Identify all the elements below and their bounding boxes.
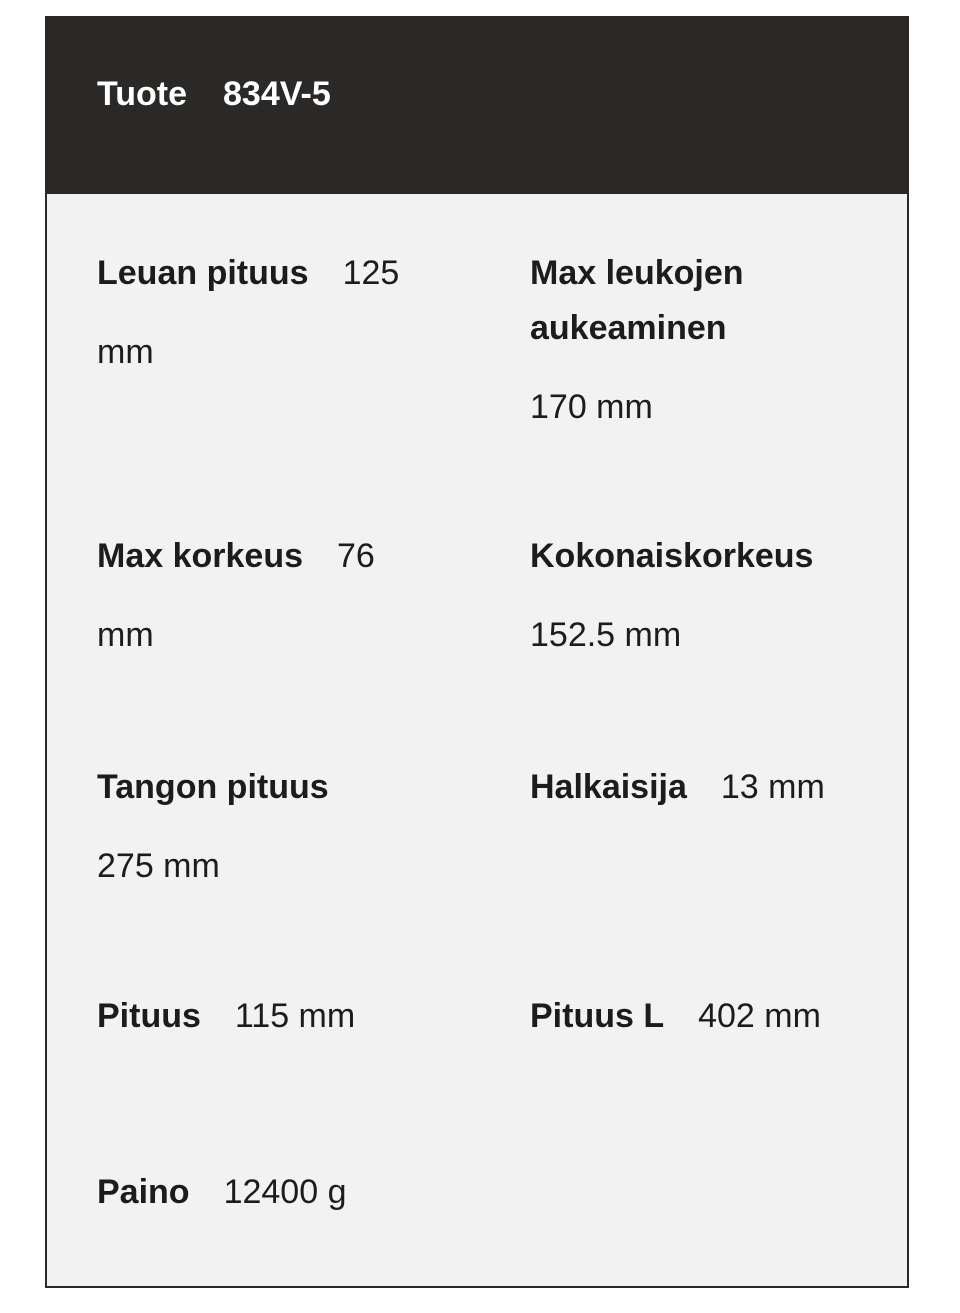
spec-unit: mm xyxy=(97,616,154,654)
spec-label: Leuan pituus xyxy=(97,254,309,292)
product-header xyxy=(47,18,907,194)
spec-label: Pituus xyxy=(97,997,201,1035)
spec-label: Halkaisija xyxy=(530,768,687,806)
spec-total-height xyxy=(530,529,870,663)
spec-value: 12400 g xyxy=(223,1173,347,1211)
spec-length xyxy=(97,989,437,1044)
product-spec-card xyxy=(45,16,909,1288)
spec-rod-length xyxy=(97,760,437,894)
spec-label: Paino xyxy=(97,1173,190,1211)
spec-jaw-length xyxy=(97,246,437,380)
spec-value: 275 mm xyxy=(97,847,220,885)
product-code: 834V-5 xyxy=(223,75,331,113)
spec-value: 13 mm xyxy=(720,768,825,806)
spec-max-jaw-opening xyxy=(530,246,870,435)
spec-unit: mm xyxy=(97,333,154,371)
spec-value: 125 xyxy=(342,254,400,292)
spec-label: Kokonaiskorkeus xyxy=(530,537,814,575)
spec-weight xyxy=(97,1165,437,1220)
spec-label: Max leukojen aukeaminen xyxy=(530,254,744,347)
spec-value: 152.5 mm xyxy=(530,616,682,654)
product-label: Tuote xyxy=(97,75,188,113)
spec-length-l xyxy=(530,989,870,1044)
spec-label: Max korkeus xyxy=(97,537,303,575)
spec-value: 115 mm xyxy=(234,997,356,1035)
spec-label: Pituus L xyxy=(530,997,665,1035)
spec-label: Tangon pituus xyxy=(97,768,329,806)
spec-value: 402 mm xyxy=(698,997,821,1035)
spec-value: 170 mm xyxy=(530,388,653,426)
spec-max-height xyxy=(97,529,437,663)
spec-value: 76 xyxy=(337,537,375,575)
spec-diameter xyxy=(530,760,870,815)
